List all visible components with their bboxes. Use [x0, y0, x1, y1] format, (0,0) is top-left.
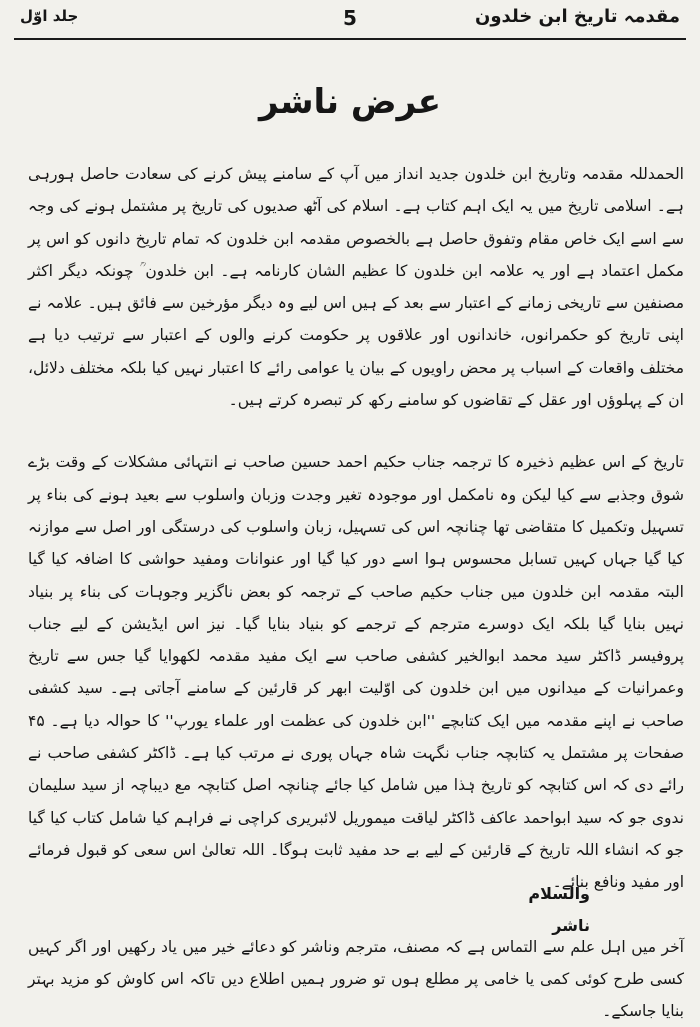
page-heading: عرض ناشر [258, 82, 442, 122]
header-divider [14, 38, 686, 40]
paragraph-intro: الحمدللہ مقدمہ وتاریخ ابن خلدون جدید انداز میں آپ کے سامنے پیش کرنے کی سعادت حاصل ہورہی ہے۔ اسلامی تاریخ میں یہ ایک اہم کتاب ہے۔ اسلام کی آٹھ صدیوں کی تاریخ پر مشتمل ہونے کی وجہ سے اسے ایک خاص مقام وتفوق حاصل ہے بالخصوص مقدمہ ابن خلدون کہ تمام تاریخ دانوں کو اس پر مکمل اعتماد ہے اور یہ علامہ ابن خلدون کا عظیم الشان کارنامہ ہے۔ ابن خلدون ؒ چونکہ دیگر اکثر مصنفین سے تاریخی زمانے کے اعتبار سے بعد کے ہیں اس لیے وہ دیگر مؤرخین سے فائق ہیں۔ علامہ نے اپنی تاریخ کو حکمرانوں، خاندانوں اور علاقوں پر حکومت کرنے والوں کے اعتبار سے ترتیب دیا ہے مختلف واقعات کے اسباب پر محض راویوں کے بیان یا عوامی رائے کا اعتبار نہیں کیا بلکہ مختلف دلائل، ان کے پہلوؤں اور عقل کے تقاضوں کو سامنے رکھ کر تبصرہ کرتے ہیں۔ [28, 165, 684, 410]
page-header [14, 0, 686, 36]
paragraph-request: آخر میں اہل علم سے التماس ہے کہ مصنف، مترجم وناشر کو دعائے خیر میں یاد رکھیں اور اگر کہیں کسی طرح کوئی کمی یا خامی پر مطلع ہوں تو ضرور ہمیں اطلاع دیں تاکہ اس کاوش کو مزید بہتر بنایا جاسکے۔ [28, 937, 684, 1021]
closing-salutation: والسلام [528, 884, 590, 903]
page-number: 5 [343, 6, 357, 30]
closing-signature: ناشر [552, 916, 590, 935]
volume-label: جلد اوّل [20, 7, 79, 25]
closing-block [470, 878, 590, 942]
book-title: مقدمہ تاریخ ابن خلدون [475, 6, 680, 27]
paragraph-translation: تاریخ کے اس عظیم ذخیرہ کا ترجمہ جناب حکیم احمد حسین صاحب نے انتہائی مشکلات کے وقت بڑے شوق وجذبے سے کیا لیکن وہ نامکمل اور موجودہ تغیر وجدت وزبان واسلوب سے بعید ہونے کی بناء پر تسہیل وتکمیل کا متقاضی تھا چنانچہ اس کی تسہیل، زبان واسلوب کی درستگی اور اصل سے موازنہ کیا گیا جہاں کہیں تسابل محسوس ہوا اسے دور کیا گیا اور عنوانات ومفید حواشی کا اضافہ کیا گیا البتہ مقدمہ ابن خلدون میں جناب حکیم صاحب کے ترجمہ کو بعض ناگزیر وجوہات کی بناء پر بنیاد نہیں بنایا گیا بلکہ ایک دوسرے مترجم کے ترجمے کو بنیاد بنایا گیا۔ نیز اس ایڈیشن کے لیے جناب پروفیسر ڈاکٹر سید محمد ابوالخیر کشفی صاحب سے ایک مفید مقدمہ لکھوایا گیا جس سے تاریخ وعمرانیات کے میدانوں میں ابن خلدون کی اوّلیت ابھر کر قارئین کے سامنے آجاتی ہے۔ سید کشفی صاحب نے اپنے مقدمہ میں ایک کتابچے ''ابن خلدون کی عظمت اور علماء یورپ'' کا حوالہ دیا ہے۔ ۴۵ صفحات پر مشتمل یہ کتابچہ جناب نگہت شاہ جہاں پوری نے مرتب کیا ہے۔ ڈاکٹر کشفی صاحب نے رائے دی کہ اس کتابچہ کو تاریخ ہٰذا میں شامل کیا جائے چنانچہ اصل کتابچہ مع دیباچہ از سید سلیمان ندوی جو کہ سید ابواحمد عاکف ڈاکٹر لیاقت میموریل لائبریری کراچی نے فراہم کیا شامل کتاب کیا گیا جو کہ انشاء اللہ تاریخ کے قارئین کے لیے بے حد مفید ثابت ہوگا۔ اللہ تعالیٰ اس سعی کو قبول فرمائے اور مفید ونافع بنائے۔ [28, 453, 684, 892]
